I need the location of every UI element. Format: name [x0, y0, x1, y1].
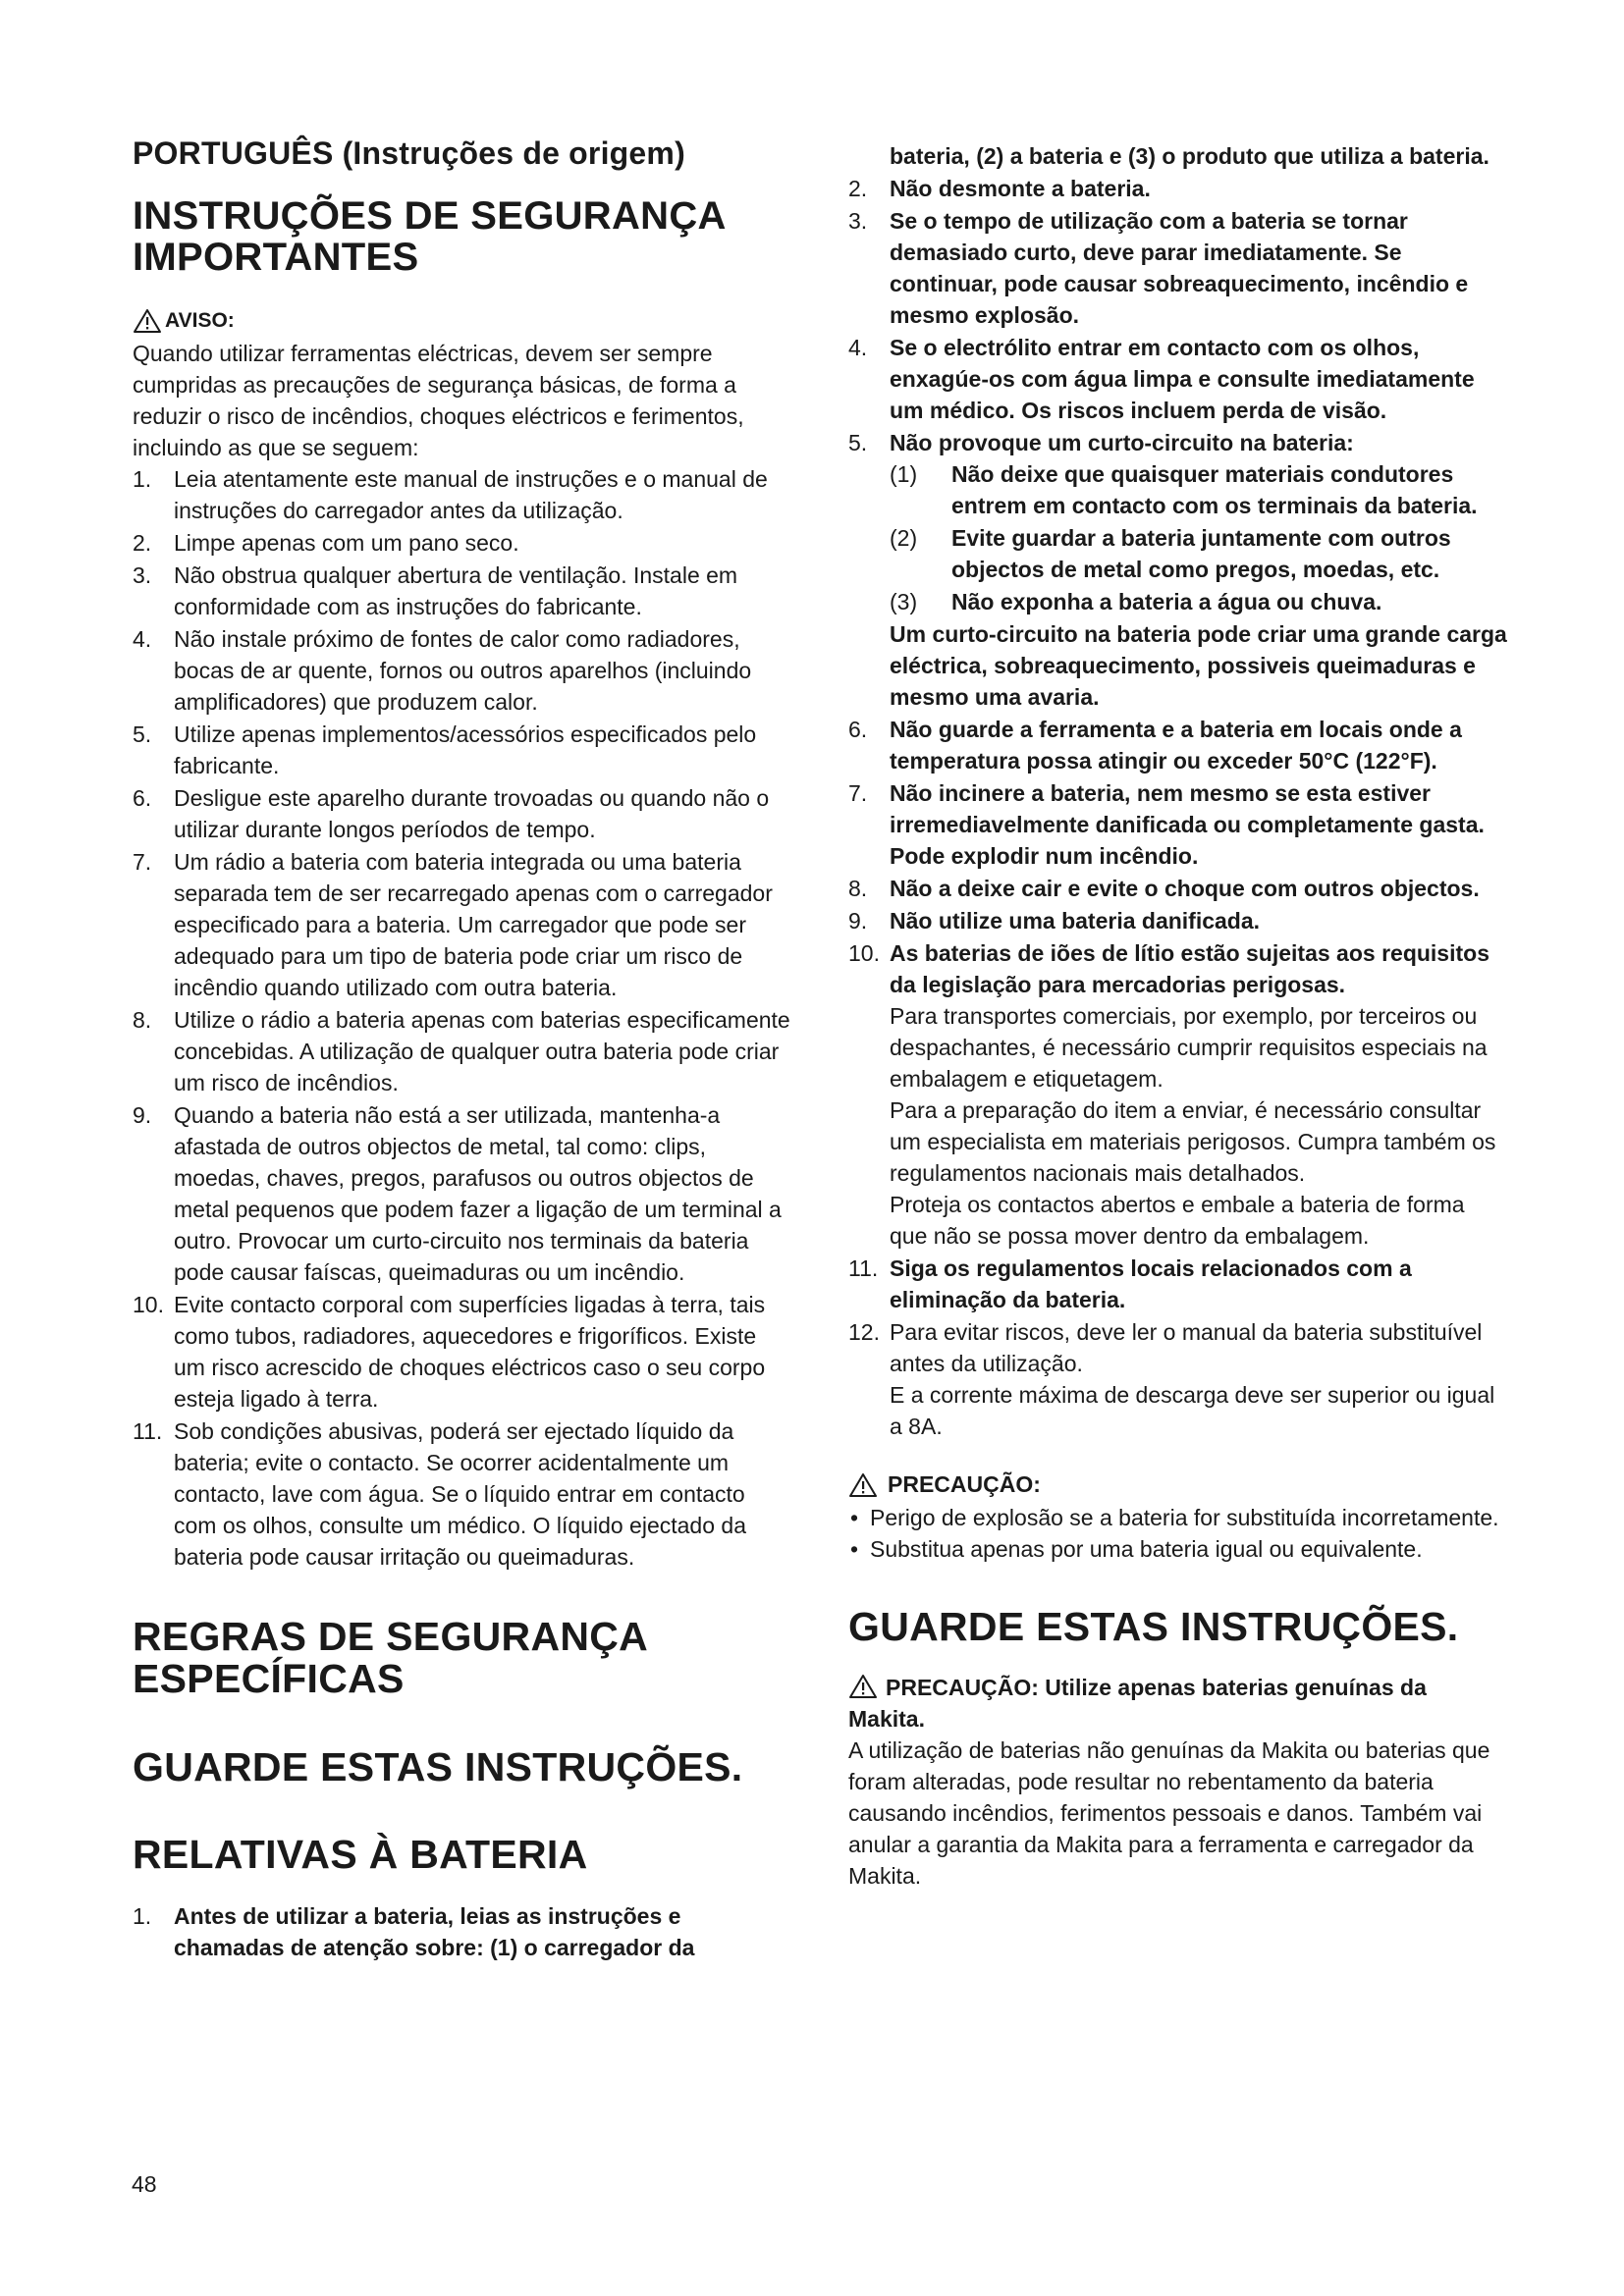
list-item: 7. Um rádio a bateria com bateria integrada ou uma bateria separada tem de ser recarregado apenas com o carregador especificado para a bateria. Um carregador que pode ser adequado para um tipo de bateria pode criar um risco de incêndio quando utilizado com outra bateria. [133, 848, 773, 1000]
safety-list [133, 463, 790, 1573]
caution-genuine-label: PRECAUÇÃO: Utilize apenas baterias genuínas da Makita. [848, 1675, 1427, 1733]
discharge-note: E a corrente máxima de descarga deve ser superior ou igual a 8A. [890, 1382, 1495, 1439]
caution-genuine-text: A utilização de baterias não genuínas da Makita ou baterias que foram alteradas, pode resultar no rebentamento da bateria causando incêndios, ferimentos pessoais e danos. Também vai anular a garantia da Makita para a ferramenta e carregador da Makita. [848, 1737, 1490, 1890]
caution-bullets [848, 1502, 1508, 1565]
page-number: 48 [132, 2171, 157, 2197]
heading-battery: RELATIVAS À BATERIA [133, 1832, 588, 1878]
bullet-item: • Perigo de explosão se a bateria for substituída incorretamente. [848, 1502, 1508, 1533]
right-column [848, 140, 1508, 1892]
list-item: 5. Não provoque um curto-circuito na bateria: (1) Não deixe que quaisquer materiais condutores entrem em contacto com os terminais da bateria. (2) Evite guardar a bateria juntamente com outros objectos de metal como pregos, moedas, etc. (3) Não exponha a bateria a água ou chuva. Um curto-circuito na bateria pode criar uma grande carga eléctrica, sobreaquecimento, possiveis queimaduras e mesmo uma avaria. [848, 427, 1508, 713]
warning-triangle-icon [133, 308, 162, 334]
sub-item: (2) Evite guardar a bateria juntamente com outros objectos de metal como pregos, moedas, etc. [890, 525, 1451, 582]
sub-list [890, 458, 1508, 617]
list-item: 3. Se o tempo de utilização com a bateria se tornar demasiado curto, deve parar imediatamente. Se continuar, pode causar sobreaquecimento, incêndio e mesmo explosão. [848, 208, 1469, 328]
warning-label: AVISO: [165, 308, 235, 332]
list-item: 8. Não a deixe cair e evite o choque com outros objectos. [848, 876, 1480, 901]
list-item: 1. Antes de utilizar a bateria, leias as instruções e chamadas de atenção sobre: (1) o carregador da [133, 1902, 695, 1960]
list-item: 1. Leia atentamente este manual de instruções e o manual de instruções do carregador antes da utilização. [133, 465, 768, 523]
list-item: 3. Não obstrua qualquer abertura de ventilação. Instale em conformidade com as instruções do fabricante. [133, 561, 738, 619]
bullet-item: • Substitua apenas por uma bateria igual ou equivalente. [848, 1533, 1508, 1565]
list-item: 10. Evite contacto corporal com superfícies ligadas à terra, tais como tubos, radiadores, aquecedores e frigoríficos. Existe um risco acrescido de choques eléctricos caso o seu corpo esteja ligado à terra. [133, 1291, 766, 1412]
caution-heading [848, 1471, 1508, 1498]
list-item: 7. Não incinere a bateria, nem mesmo se esta estiver irremediavelmente danificada ou completamente gasta. Pode explodir num incêndio. [848, 780, 1485, 869]
warning-triangle-icon [848, 1674, 878, 1699]
list-item: 12. Para evitar riscos, deve ler o manual da bateria substituível antes da utilização. E a corrente máxima de descarga deve ser superior ou igual a 8A. [848, 1316, 1508, 1442]
warning-triangle-icon [848, 1472, 878, 1498]
sub-item: (3) Não exponha a bateria a água ou chuva. [890, 589, 1382, 614]
list-item: 4. Se o electrólito entrar em contacto com os olhos, enxagúe-os com água limpa e consulte imediatamente um médico. Os riscos incluem perda de visão. [848, 335, 1475, 423]
caution-label: PRECAUÇÃO: [888, 1471, 1041, 1497]
list-item: 9. Quando a bateria não está a ser utilizada, mantenha-a afastada de outros objectos de metal, tal como: clips, moedas, chaves, pregos, parafusos ou outros objectos de metal pequenos que podem fazer a ligação de um terminal a outro. Provocar um curto-circuito nos terminais da bateria pode causar faíscas, queimaduras ou um incêndio. [133, 1101, 782, 1285]
heading-save-instructions-right: GUARDE ESTAS INSTRUÇÕES. [848, 1604, 1459, 1649]
intro-paragraph: Quando utilizar ferramentas eléctricas, devem ser sempre cumpridas as precauções de segurança básicas, de forma a reduzir o risco de incêndios, choques eléctricos e ferimentos, incluindo as que se seguem: [133, 340, 744, 460]
short-circuit-note: Um curto-circuito na bateria pode criar uma grande carga eléctrica, sobreaquecimento, possiveis queimaduras e mesmo uma avaria. [890, 621, 1507, 710]
list-item: 6. Não guarde a ferramenta e a bateria em locais onde a temperatura possa atingir ou exceder 50°C (122°F). [848, 717, 1462, 774]
list-item: 11. Siga os regulamentos locais relacionados com a eliminação da bateria. [848, 1255, 1412, 1312]
list-item: 4. Não instale próximo de fontes de calor como radiadores, bocas de ar quente, fornos ou outros aparelhos (incluindo amplificadores) que produzem calor. [133, 625, 752, 715]
list-item: 11. Sob condições abusivas, poderá ser ejectado líquido da bateria; evite o contacto. Se ocorrer acidentalmente um contacto, lave com água. Se o líquido entrar em contacto com os olhos, consulte um médico. O líquido ejectado da bateria pode causar irritação ou queimaduras. [133, 1417, 746, 1570]
list-item: 10. As baterias de iões de lítio estão sujeitas aos requisitos da legislação para mercadorias perigosas. Para transportes comerciais, por exemplo, por terceiros ou despachantes, é necessário cumprir requisitos especiais na embalagem e etiquetagem. Para a preparação do item a enviar, é necessário consultar um especialista em materiais perigosos. Cumpra também os regulamentos nacionais mais detalhados. Proteja os contactos abertos e embale a bateria de forma que não se possa mover dentro da embalagem. [848, 937, 1508, 1252]
list-item: 2. Não desmonte a bateria. [848, 176, 1151, 201]
heading-specific-rules: REGRAS DE SEGURANÇA ESPECÍFICAS [133, 1613, 647, 1702]
transport-note-1: Para transportes comerciais, por exemplo, por terceiros ou despachantes, é necessário cumprir requisitos especiais na embalagem e etiquetagem. [890, 1003, 1488, 1092]
list-item: 5. Utilize apenas implementos/acessórios especificados pelo fabricante. [133, 721, 757, 778]
language-title: PORTUGUÊS (Instruções de origem) [133, 135, 685, 171]
transport-note-3: Proteja os contactos abertos e embale a bateria de forma que não se possa mover dentro da embalagem. [890, 1192, 1465, 1249]
heading-save-instructions: GUARDE ESTAS INSTRUÇÕES. [133, 1743, 743, 1789]
warning-heading [133, 308, 790, 334]
sub-item: (1) Não deixe que quaisquer materiais condutores entrem em contacto com os terminais da bateria. [890, 461, 1478, 518]
list-item: 6. Desligue este aparelho durante trovoadas ou quando não o utilizar durante longos períodos de tempo. [133, 784, 770, 842]
main-heading: INSTRUÇÕES DE SEGURANÇA IMPORTANTES [133, 194, 726, 280]
battery-list-continued [848, 140, 1508, 1442]
list-item: 8. Utilize o rádio a bateria apenas com baterias especificamente concebidas. A utilização de qualquer outra bateria pode criar um risco de incêndios. [133, 1006, 790, 1095]
battery-list [133, 1900, 790, 1963]
list-item: 9. Não utilize uma bateria danificada. [848, 908, 1261, 934]
left-column [133, 135, 790, 1964]
list-item-continuation: bateria, (2) a bateria e (3) o produto que utiliza a bateria. [890, 143, 1489, 169]
transport-note-2: Para a preparação do item a enviar, é necessário consultar um especialista em materiais perigosos. Cumpra também os regulamentos nacionais mais detalhados. [890, 1097, 1496, 1186]
caution-genuine-heading [848, 1672, 1508, 1735]
list-item: 2. Limpe apenas com um pano seco. [133, 529, 519, 556]
